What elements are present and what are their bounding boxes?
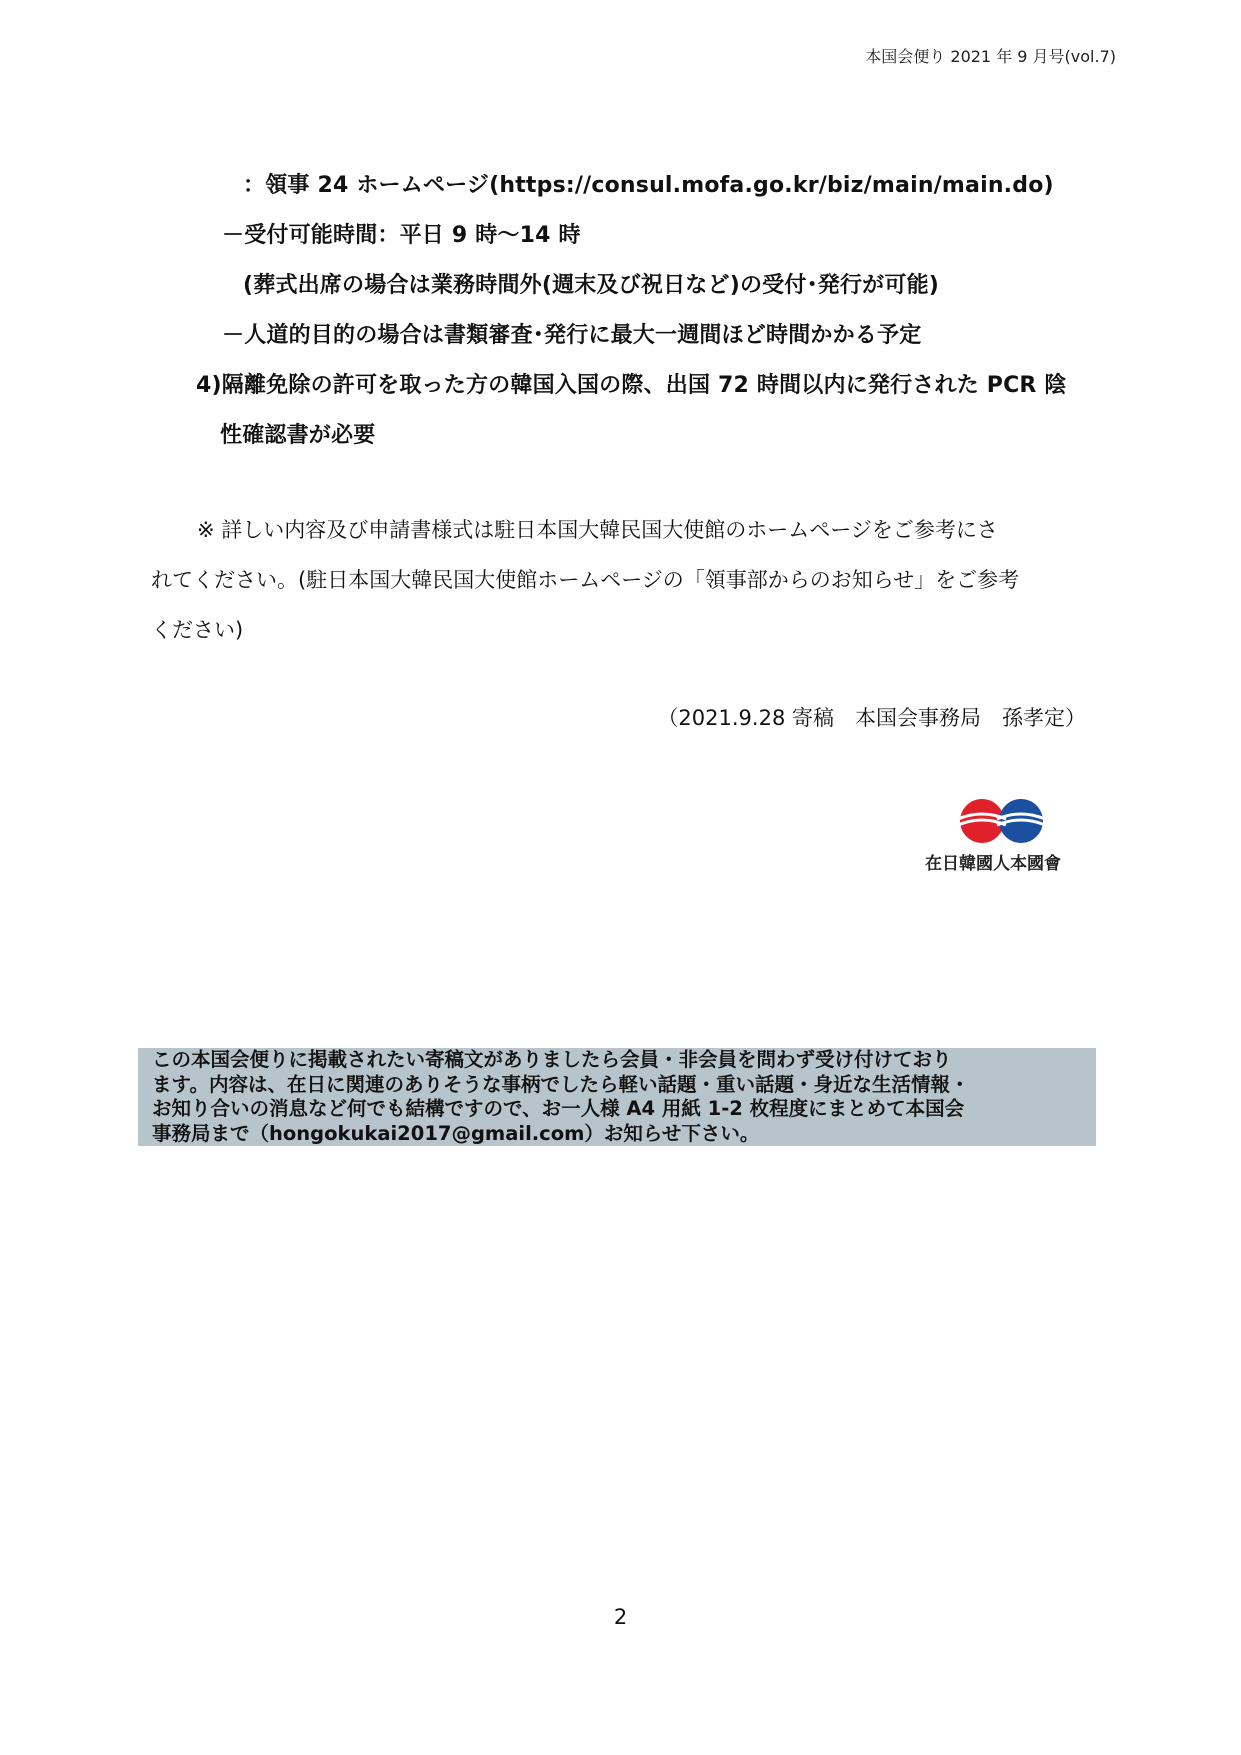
author-signature: （2021.9.28 寄稿 本国会事務局 孫孝定） — [657, 706, 1086, 730]
reference-note-line: れてください。(駐日本国大韓民国大使館ホームページの「領事部からのお知らせ」をご参考 — [151, 568, 1020, 592]
pcr-requirement-line-cont: 性確認書が必要 — [220, 423, 376, 448]
reference-note-line: ※ 詳しい内容及び申請書様式は駐日本国大韓民国大使館のホームページをご参考にさ — [197, 518, 998, 542]
humanitarian-line: －人道的目的の場合は書類審査･発行に最大一週間ほど時間かかる予定 — [222, 323, 922, 348]
reference-note-line: ください) — [151, 618, 244, 642]
hongokukai-logo — [925, 795, 1085, 874]
submission-notice-box — [138, 1048, 1096, 1146]
pcr-requirement-line: 4)隔離免除の許可を取った方の韓国入国の際、出国 72 時間以内に発行された PCR 陰 — [196, 373, 1067, 398]
notice-line: お知り合いの消息など何でも結構ですので、お一人様 A4 用紙 1-2 枚程度にまとめて本国会 — [152, 1097, 965, 1120]
logo-label: 在日韓國人本國會 — [925, 854, 1061, 874]
reference-note — [151, 505, 1091, 655]
notice-line: この本国会便りに掲載されたい寄稿文がありましたら会員・非会員を問わず受け付けており — [152, 1048, 952, 1071]
homepage-line: ：領事 24 ホームページ(https://consul.mofa.go.kr/biz/main/main.do) — [243, 173, 1054, 198]
reception-hours-line: －受付可能時間：平日 9 時～14 時 — [222, 223, 581, 248]
page-number: 2 — [613, 1605, 628, 1629]
notice-line: ます。内容は、在日に関連のありそうな事柄でしたら軽い話題・重い話題・身近な生活情報・ — [152, 1072, 970, 1096]
notice-line: 事務局まで（hongokukai2017@gmail.com）お知らせ下さい。 — [152, 1121, 760, 1145]
logo-mark-icon — [955, 795, 1055, 847]
funeral-exception-line: (葬式出席の場合は業務時間外(週末及び祝日など)の受付･発行が可能) — [243, 273, 940, 298]
newsletter-header: 本国会便り 2021 年 9 月号(vol.7) — [865, 47, 1116, 66]
